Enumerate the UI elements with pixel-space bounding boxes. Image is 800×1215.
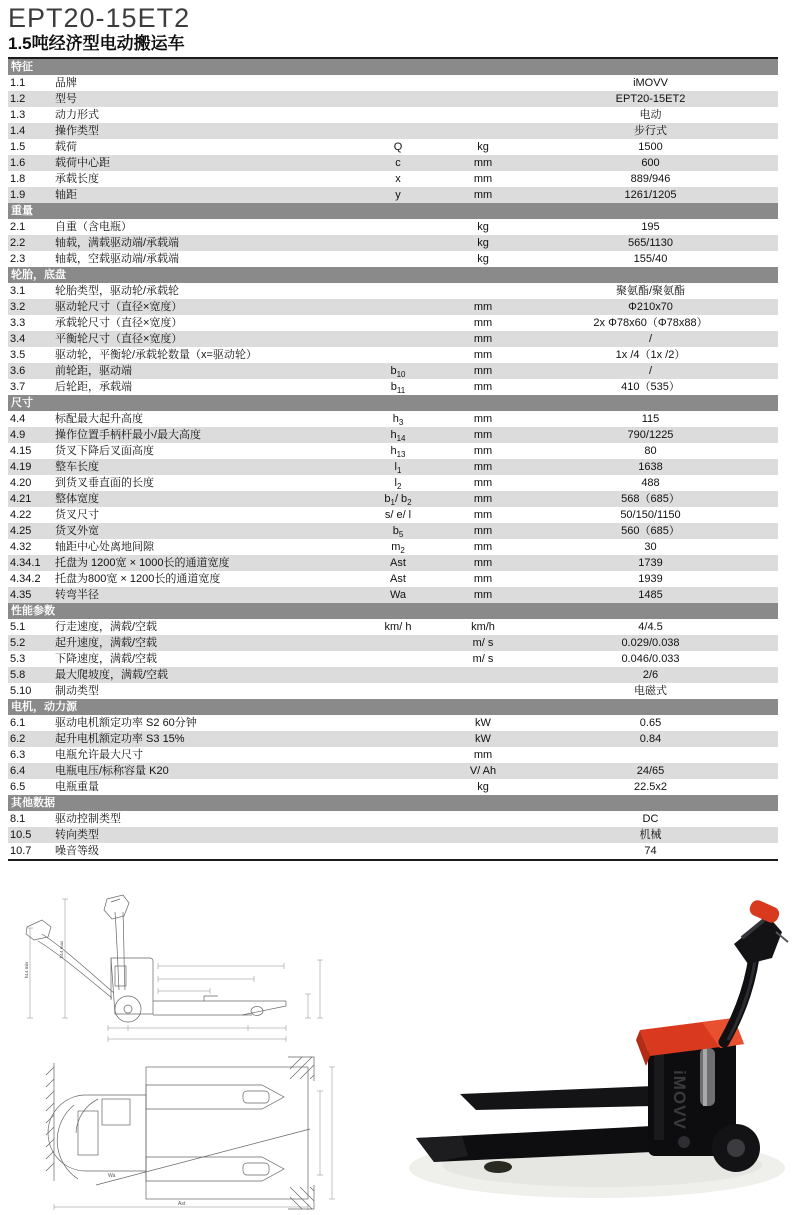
row-unit: [443, 107, 523, 123]
row-value: 2x Φ78x60（Φ78x88）: [593, 317, 708, 329]
table-row: [8, 539, 778, 555]
row-description: 最大爬坡度，满载/空载: [55, 669, 169, 681]
row-symbol: [353, 251, 443, 267]
table-row: [8, 299, 778, 315]
row-value: 155/40: [633, 253, 668, 265]
row-symbol: [353, 811, 443, 827]
row-description: 载荷: [55, 141, 77, 153]
row-unit: mm: [473, 429, 493, 441]
row-description: 驱动轮尺寸（直径×宽度）: [55, 301, 183, 313]
row-unit: mm: [473, 461, 493, 473]
row-value: 560（685）: [621, 525, 680, 537]
table-row: [8, 347, 778, 363]
row-unit: [443, 827, 523, 843]
row-symbol: [353, 107, 443, 123]
row-description: 电瓶重量: [55, 781, 99, 793]
row-value: Φ210x70: [628, 301, 673, 313]
row-unit: mm: [473, 157, 493, 169]
row-description: 后轮距，承载端: [55, 381, 132, 393]
row-value: 1739: [638, 557, 663, 569]
row-description: 制动类型: [55, 685, 99, 697]
row-unit: m/ s: [472, 637, 494, 649]
row-unit: mm: [473, 365, 493, 377]
row-unit: km/h: [471, 621, 495, 633]
row-symbol: $h_{14}$: [390, 429, 406, 443]
table-row: [8, 123, 778, 139]
row-value: DC: [642, 813, 659, 825]
row-description: 动力形式: [55, 109, 99, 121]
row-symbol: $b_{11}$: [390, 381, 406, 395]
row-symbol: [353, 763, 443, 779]
row-unit: kg: [477, 253, 489, 265]
section-header: 重量: [8, 203, 778, 219]
row-value: 1485: [638, 589, 663, 601]
section-header: 其他数据: [8, 795, 778, 811]
table-row: [8, 763, 778, 779]
table-row: [8, 779, 778, 795]
row-symbol: [353, 843, 443, 859]
table-row: [8, 811, 778, 827]
row-number: 5.10: [10, 685, 32, 697]
row-value: [523, 747, 778, 763]
row-symbol: [353, 779, 443, 795]
row-number: 4.34.2: [10, 573, 41, 585]
row-description: 驱动轮，平衡轮/承载轮数量（x=驱动轮）: [55, 349, 257, 361]
row-symbol: [353, 827, 443, 843]
row-symbol: $b_5$: [392, 525, 404, 539]
row-description: 自重（含电瓶）: [55, 221, 132, 233]
row-description: 品牌: [55, 77, 77, 89]
row-symbol: Ast: [390, 573, 406, 585]
row-unit: mm: [473, 541, 493, 553]
table-row: [8, 619, 778, 635]
row-number: 10.7: [10, 845, 32, 857]
row-number: 2.2: [10, 237, 26, 249]
row-unit: mm: [473, 301, 493, 313]
row-symbol: km/ h: [384, 621, 412, 633]
row-description: 整车长度: [55, 461, 99, 473]
row-number: 1.2: [10, 93, 26, 105]
row-number: 6.1: [10, 717, 26, 729]
row-value: 568（685）: [621, 493, 680, 505]
row-symbol: [353, 219, 443, 235]
table-section: [8, 267, 778, 395]
row-unit: [443, 283, 523, 299]
row-number: 3.5: [10, 349, 26, 361]
row-unit: [443, 683, 523, 699]
section-header: 轮胎，底盘: [8, 267, 778, 283]
row-value: iMOVV: [633, 77, 668, 89]
table-row: [8, 251, 778, 267]
table-row: [8, 843, 778, 859]
row-unit: [443, 123, 523, 139]
row-number: 1.6: [10, 157, 26, 169]
row-description: 标配最大起升高度: [55, 413, 143, 425]
row-number: 6.4: [10, 765, 26, 777]
spec-table: [8, 57, 778, 861]
table-row: [8, 587, 778, 603]
row-description: 平衡轮尺寸（直径×宽度）: [55, 333, 183, 345]
row-description: 轴载，满载驱动端/承载端: [55, 237, 180, 249]
row-symbol: s/ e/ l: [384, 509, 412, 521]
row-number: 1.3: [10, 109, 26, 121]
table-row: [8, 91, 778, 107]
row-description: 整体宽度: [55, 493, 99, 505]
tiller-arm: [724, 898, 788, 1042]
row-unit: kg: [477, 221, 489, 233]
row-unit: kg: [477, 141, 489, 153]
row-symbol: Q: [393, 141, 403, 153]
table-section: [8, 59, 778, 203]
row-unit: mm: [473, 189, 493, 201]
row-unit: mm: [473, 493, 493, 505]
table-row: [8, 523, 778, 539]
row-value: 600: [641, 157, 660, 169]
row-unit: mm: [473, 173, 493, 185]
page-title: EPT20-15ET2: [8, 3, 191, 33]
row-value: 电磁式: [634, 685, 667, 697]
row-symbol: [353, 715, 443, 731]
row-value: 0.65: [639, 717, 662, 729]
row-symbol: [353, 331, 443, 347]
row-unit: [443, 75, 523, 91]
row-unit: kW: [475, 733, 491, 745]
row-value: /: [648, 365, 653, 377]
table-row: [8, 715, 778, 731]
row-value: 电动: [639, 109, 662, 121]
row-description: 轴距: [55, 189, 77, 201]
row-description: 电瓶允许最大尺寸: [55, 749, 143, 761]
row-description: 行走速度，满载/空载: [55, 621, 158, 633]
table-row: [8, 555, 778, 571]
row-symbol: [353, 315, 443, 331]
row-symbol: [353, 731, 443, 747]
row-symbol: [353, 123, 443, 139]
row-number: 3.1: [10, 285, 26, 297]
table-row: [8, 683, 778, 699]
table-row: [8, 443, 778, 459]
row-value: 889/946: [630, 173, 671, 185]
dim-label-h14min: h14 min: [24, 961, 29, 978]
row-unit: kW: [475, 717, 491, 729]
row-value: 机械: [639, 829, 662, 841]
row-value: 步行式: [634, 125, 667, 137]
row-unit: mm: [473, 525, 493, 537]
row-number: 1.5: [10, 141, 26, 153]
row-symbol: [353, 91, 443, 107]
section-header: 特征: [8, 59, 778, 75]
row-description: 前轮距，驱动端: [55, 365, 132, 377]
row-symbol: x: [395, 173, 401, 185]
row-value: 1x /4（1x /2）: [615, 349, 686, 361]
row-symbol: $l_2$: [394, 477, 402, 491]
row-value: 0.84: [639, 733, 662, 745]
table-row: [8, 667, 778, 683]
row-symbol: $l_1$: [394, 461, 402, 475]
row-value: 410（535）: [621, 381, 680, 393]
table-row: [8, 235, 778, 251]
row-number: 4.9: [10, 429, 26, 441]
row-symbol: Ast: [390, 557, 406, 569]
row-number: 1.4: [10, 125, 26, 137]
row-symbol: Wa: [389, 589, 407, 601]
row-number: 3.3: [10, 317, 26, 329]
row-symbol: $h_{13}$: [390, 445, 406, 459]
table-row: [8, 187, 778, 203]
table-section: [8, 603, 778, 699]
table-row: [8, 171, 778, 187]
row-description: 轴载，空载驱动端/承载端: [55, 253, 180, 265]
row-unit: m/ s: [472, 653, 494, 665]
row-value: 0.029/0.038: [621, 637, 680, 649]
row-number: 4.21: [10, 493, 32, 505]
section-header: 性能参数: [8, 603, 778, 619]
table-row: [8, 731, 778, 747]
table-row: [8, 107, 778, 123]
row-value: 1939: [638, 573, 663, 585]
row-description: 操作位置手柄杆最小/最大高度: [55, 429, 202, 441]
row-description: 轴距中心处离地间隙: [55, 541, 154, 553]
row-number: 4.25: [10, 525, 32, 537]
row-description: 载荷中心距: [55, 157, 110, 169]
row-value: 聚氨酯/聚氨酯: [615, 285, 686, 297]
row-description: 转弯半径: [55, 589, 99, 601]
row-symbol: [353, 683, 443, 699]
table-row: [8, 635, 778, 651]
dim-label-wa: Wa: [108, 1173, 116, 1179]
row-value: 488: [641, 477, 660, 489]
row-value: 1638: [638, 461, 663, 473]
row-description: 起升速度，满载/空载: [55, 637, 158, 649]
row-unit: V/ Ah: [469, 765, 497, 777]
row-number: 3.2: [10, 301, 26, 313]
row-number: 1.9: [10, 189, 26, 201]
row-unit: mm: [473, 413, 493, 425]
row-symbol: [353, 347, 443, 363]
row-description: 驱动电机额定功率 S2 60分钟: [55, 717, 197, 729]
table-row: [8, 219, 778, 235]
row-value: 0.046/0.033: [621, 653, 680, 665]
table-section: [8, 203, 778, 267]
table-row: [8, 459, 778, 475]
row-description: 货叉外宽: [55, 525, 99, 537]
row-number: 4.22: [10, 509, 32, 521]
row-unit: mm: [473, 509, 493, 521]
table-row: [8, 827, 778, 843]
row-description: 托盘为800宽 × 1200长的通道宽度: [55, 573, 221, 585]
row-unit: mm: [473, 445, 493, 457]
top-view-dimension-labels: [108, 1173, 186, 1207]
row-number: 4.34.1: [10, 557, 41, 569]
row-number: 4.4: [10, 413, 26, 425]
row-description: 起升电机额定功率 S3 15%: [55, 733, 185, 745]
table-section: [8, 795, 778, 859]
row-symbol: [353, 235, 443, 251]
page-header: [8, 4, 190, 53]
table-row: [8, 651, 778, 667]
dim-label-h14max: h14 max: [59, 940, 64, 958]
row-value: 195: [641, 221, 660, 233]
row-number: 5.8: [10, 669, 26, 681]
row-description: 托盘为 1200宽 × 1000长的通道宽度: [55, 557, 230, 569]
row-value: 22.5x2: [633, 781, 668, 793]
row-symbol: [353, 651, 443, 667]
row-unit: [443, 667, 523, 683]
row-symbol: $h_3$: [392, 413, 404, 427]
row-symbol: [353, 283, 443, 299]
row-symbol: $b_{10}$: [390, 365, 406, 379]
row-symbol: $m_2$: [391, 541, 405, 555]
row-number: 1.8: [10, 173, 26, 185]
table-row: [8, 411, 778, 427]
row-number: 4.20: [10, 477, 32, 489]
row-value: 30: [644, 541, 657, 553]
row-unit: [443, 91, 523, 107]
row-description: 转向类型: [55, 829, 99, 841]
row-symbol: [353, 747, 443, 763]
row-value: EPT20-15ET2: [615, 93, 686, 105]
top-view-wall-hatching: [288, 1057, 314, 1209]
figures-area: [0, 875, 800, 1215]
row-number: 1.1: [10, 77, 26, 89]
row-unit: mm: [473, 477, 493, 489]
row-symbol: [353, 667, 443, 683]
row-number: 4.32: [10, 541, 32, 553]
brand-logo-text: iMOVV: [670, 1070, 689, 1130]
row-unit: kg: [477, 237, 489, 249]
table-row: [8, 475, 778, 491]
row-unit: mm: [473, 749, 493, 761]
row-unit: mm: [473, 349, 493, 361]
row-number: 3.6: [10, 365, 26, 377]
row-symbol: $b_1/$ $b_2$: [384, 493, 412, 507]
row-number: 3.7: [10, 381, 26, 393]
row-number: 10.5: [10, 829, 32, 841]
table-row: [8, 427, 778, 443]
row-unit: mm: [473, 573, 493, 585]
row-number: 2.3: [10, 253, 26, 265]
table-row: [8, 571, 778, 587]
table-row: [8, 747, 778, 763]
row-number: 5.1: [10, 621, 26, 633]
row-number: 4.15: [10, 445, 32, 457]
row-value: 4/4.5: [638, 621, 663, 633]
side-view-drawing: [18, 890, 358, 1050]
row-number: 6.3: [10, 749, 26, 761]
row-value: 790/1225: [627, 429, 674, 441]
row-description: 货叉尺寸: [55, 509, 99, 521]
row-description: 承载长度: [55, 173, 99, 185]
dim-label-ast: Ast: [178, 1201, 186, 1207]
row-symbol: y: [395, 189, 401, 201]
section-header: 尺寸: [8, 395, 778, 411]
table-section: [8, 395, 778, 603]
row-number: 6.5: [10, 781, 26, 793]
row-value: 565/1130: [627, 237, 674, 249]
row-unit: kg: [477, 781, 489, 793]
row-description: 型号: [55, 93, 77, 105]
table-row: [8, 283, 778, 299]
table-row: [8, 75, 778, 91]
table-row: [8, 507, 778, 523]
table-row: [8, 155, 778, 171]
row-unit: [443, 843, 523, 859]
row-unit: mm: [473, 557, 493, 569]
product-photo: [402, 880, 794, 1212]
row-value: 24/65: [636, 765, 665, 777]
row-description: 电瓶电压/标称容量 K20: [55, 765, 169, 777]
row-symbol: [353, 75, 443, 91]
row-number: 5.3: [10, 653, 26, 665]
row-value: /: [648, 333, 653, 345]
table-section: [8, 699, 778, 795]
top-view-dimension-lines: [54, 1067, 335, 1210]
row-description: 到货叉垂直面的长度: [55, 477, 154, 489]
row-number: 4.19: [10, 461, 32, 473]
section-header: 电机，动力源: [8, 699, 778, 715]
row-value: 50/150/1150: [620, 509, 681, 521]
table-row: [8, 379, 778, 395]
row-description: 轮胎类型，驱动轮/承载轮: [55, 285, 180, 297]
table-row: [8, 139, 778, 155]
row-number: 4.35: [10, 589, 32, 601]
table-row: [8, 491, 778, 507]
row-symbol: [353, 635, 443, 651]
top-view-drawing: [38, 1055, 358, 1213]
row-unit: mm: [473, 589, 493, 601]
row-description: 驱动控制类型: [55, 813, 121, 825]
row-unit: mm: [473, 317, 493, 329]
row-number: 2.1: [10, 221, 26, 233]
row-value: 1261/1205: [624, 189, 677, 201]
row-unit: mm: [473, 381, 493, 393]
row-value: 80: [644, 445, 657, 457]
row-symbol: c: [395, 157, 401, 169]
row-description: 操作类型: [55, 125, 99, 137]
row-description: 承载轮尺寸（直径×宽度）: [55, 317, 183, 329]
row-description: 噪音等级: [55, 845, 99, 857]
row-number: 3.4: [10, 333, 26, 345]
row-value: 2/6: [642, 669, 659, 681]
page-subtitle: 1.5吨经济型电动搬运车: [8, 33, 185, 53]
row-unit: [443, 811, 523, 827]
table-row: [8, 363, 778, 379]
row-number: 6.2: [10, 733, 26, 745]
row-number: 8.1: [10, 813, 26, 825]
row-description: 下降速度，满载/空载: [55, 653, 158, 665]
row-number: 5.2: [10, 637, 26, 649]
row-value: 115: [641, 413, 660, 425]
row-value: 74: [644, 845, 657, 857]
table-row: [8, 331, 778, 347]
table-row: [8, 315, 778, 331]
side-view-dimension-lines: [27, 899, 323, 1042]
row-value: 1500: [638, 141, 663, 153]
row-unit: mm: [473, 333, 493, 345]
top-view-truck-outline: [46, 1063, 310, 1199]
row-symbol: [353, 299, 443, 315]
row-description: 货叉下降后叉面高度: [55, 445, 154, 457]
